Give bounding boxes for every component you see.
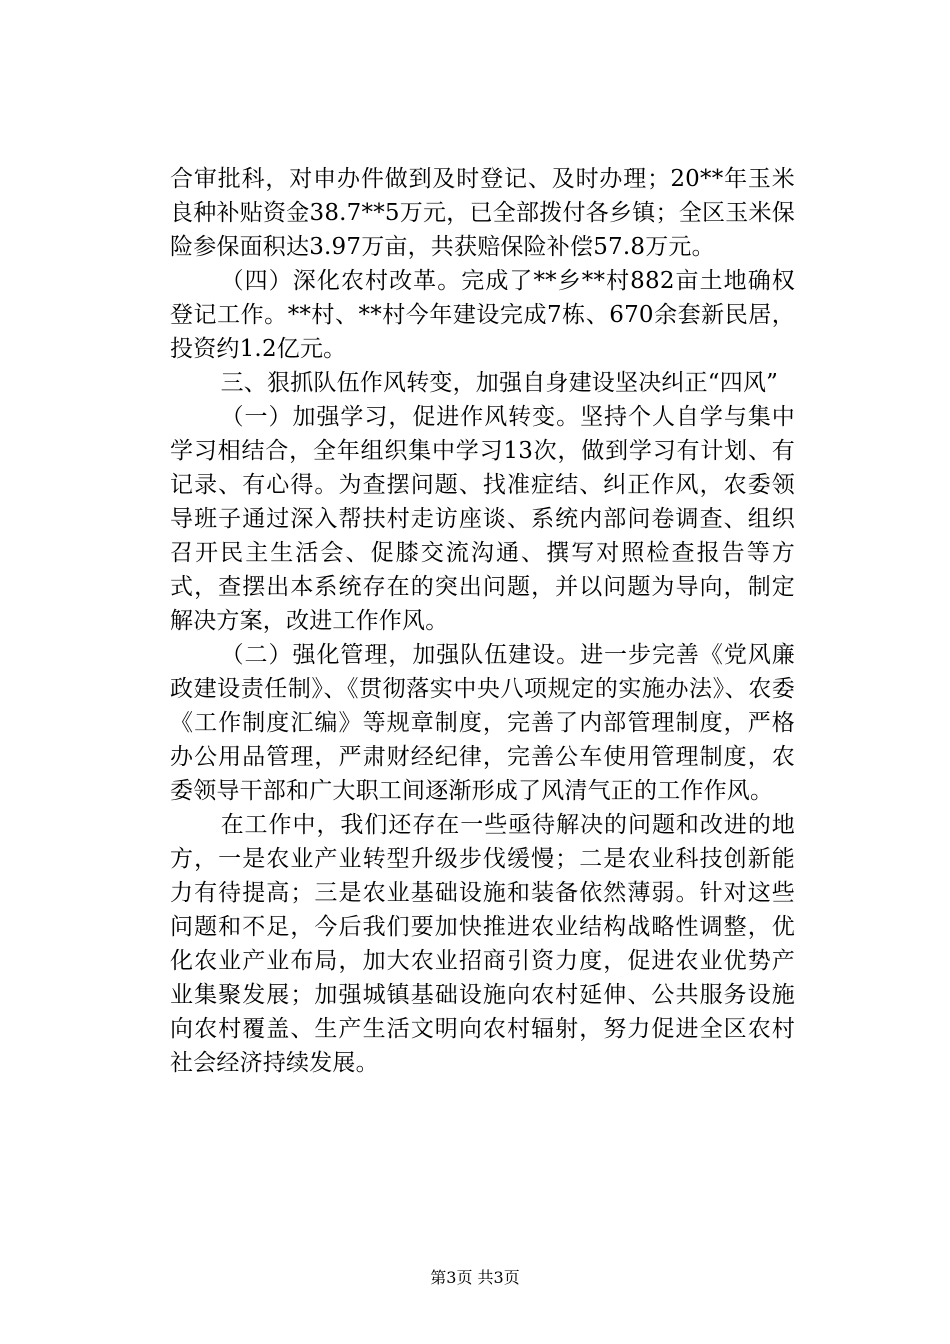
section-heading-three: 三、狠抓队伍作风转变，加强自身建设坚决纠正“四风” — [220, 370, 779, 396]
page-number: 第3页 共3页 — [430, 1268, 520, 1287]
paragraph-continuation: 合审批科，对申办件做到及时登记、及时办理；20**年玉米良种补贴资金38.7**5万元，已全部拨付各乡镇；全区玉米保险参保面积达3.97万亩，共获赔保险补偿57.8万元。 — [170, 166, 795, 260]
paragraph-study: （一）加强学习，促进作风转变。坚持个人自学与集中学习相结合，全年组织集中学习13次，做到学习有计划、有记录、有心得。为查摆问题、找准症结、纠正作风，农委领导班子通过深入帮扶村走访座谈、系统内部问卷调查、组织召开民主生活会、促膝交流沟通、撰写对照检查报告等方式，查摆出本系统存在的突出问题，并以问题为导向，制定解决方案，改进工作作风。 — [170, 404, 795, 634]
document-body — [170, 162, 795, 1080]
paragraph-rural-reform: （四）深化农村改革。完成了**乡**村882亩土地确权登记工作。**村、**村今年建设完成7栋、670余套新民居，投资约1.2亿元。 — [170, 268, 795, 362]
paragraph-management: （二）强化管理，加强队伍建设。进一步完善《党风廉政建设责任制》、《贯彻落实中央八项规定的实施办法》、农委《工作制度汇编》等规章制度，完善了内部管理制度，严格办公用品管理，严肃财经纪律，完善公车使用管理制度，农委领导干部和广大职工间逐渐形成了风清气正的工作作风。 — [170, 642, 795, 804]
paragraph-problems: 在工作中，我们还存在一些亟待解决的问题和改进的地方，一是农业产业转型升级步伐缓慢；二是农业科技创新能力有待提高；三是农业基础设施和装备依然薄弱。针对这些问题和不足，今后我们要加快推进农业结构战略性调整，优化农业产业布局，加大农业招商引资力度，促进农业优势产业集聚发展；加强城镇基础设施向农村延伸、公共服务设施向农村覆盖、生产生活文明向农村辐射，努力促进全区农村社会经济持续发展。 — [170, 812, 795, 1076]
page-footer — [0, 1268, 950, 1288]
